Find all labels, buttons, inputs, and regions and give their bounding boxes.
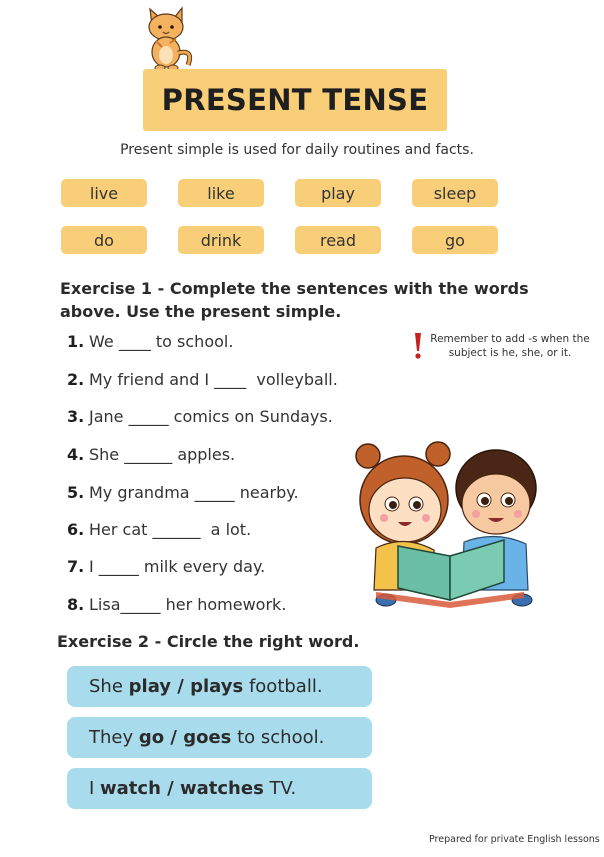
item-number: 7. [67,557,85,576]
item-text: We ____ to school. [89,332,234,351]
word-choice[interactable]: play / plays [128,676,244,697]
exercise2-item[interactable] [67,768,372,809]
rule-note: Remember to add -s when the subject is he, she, or it. [430,333,590,359]
sentence-end: TV. [263,778,297,799]
children-reading-illustration [350,430,550,612]
word-box: like [178,179,264,207]
item-text: I _____ milk every day. [89,557,266,576]
sentence-start: I [89,778,101,799]
exclamation-icon [412,332,424,360]
word-box: play [295,179,381,207]
item-text: She ______ apples. [89,445,236,464]
subtitle: Present simple is used for daily routines and facts. [120,142,474,158]
exercise1-item [67,332,233,351]
exercise1-item [67,557,265,576]
exercise1-item [67,445,235,464]
word-box: do [61,226,147,254]
word-box: read [295,226,381,254]
item-text: My friend and I ____ volleyball. [89,370,338,389]
exercise1-item [67,520,251,539]
page-title: PRESENT TENSE [161,83,429,117]
item-text: My grandma _____ nearby. [89,483,299,502]
item-number: 1. [67,332,85,351]
sentence-start: They [89,727,139,748]
exercise2-item[interactable] [67,666,372,707]
exercise1-item [67,370,338,389]
title-banner [143,69,447,131]
item-number: 3. [67,407,85,426]
item-text: Her cat ______ a lot. [89,520,252,539]
exercise1-item [67,483,299,502]
footer-credit: Prepared for private English lessons [429,834,600,845]
exercise1-title [60,277,529,323]
exercise2-title: Exercise 2 - Circle the right word. [57,632,360,651]
word-box: sleep [412,179,498,207]
exercise1-title-line1: Exercise 1 - Complete the sentences with the words [60,279,529,298]
exercise1-item [67,595,286,614]
item-number: 2. [67,370,85,389]
item-number: 5. [67,483,85,502]
exercise1-title-line2: above. Use the present simple. [60,302,342,321]
item-text: Jane _____ comics on Sundays. [89,407,333,426]
sentence-end: football. [243,676,323,697]
item-text: Lisa_____ her homework. [89,595,287,614]
sentence-end: to school. [231,727,325,748]
word-box: go [412,226,498,254]
item-number: 6. [67,520,85,539]
sentence-start: She [89,676,129,697]
cat-illustration [140,3,196,73]
word-choice[interactable]: go / goes [138,727,232,748]
word-choice[interactable]: watch / watches [100,778,264,799]
item-number: 8. [67,595,85,614]
exercise1-item [67,407,333,426]
word-box: live [61,179,147,207]
exercise2-item[interactable] [67,717,372,758]
item-number: 4. [67,445,85,464]
word-box: drink [178,226,264,254]
